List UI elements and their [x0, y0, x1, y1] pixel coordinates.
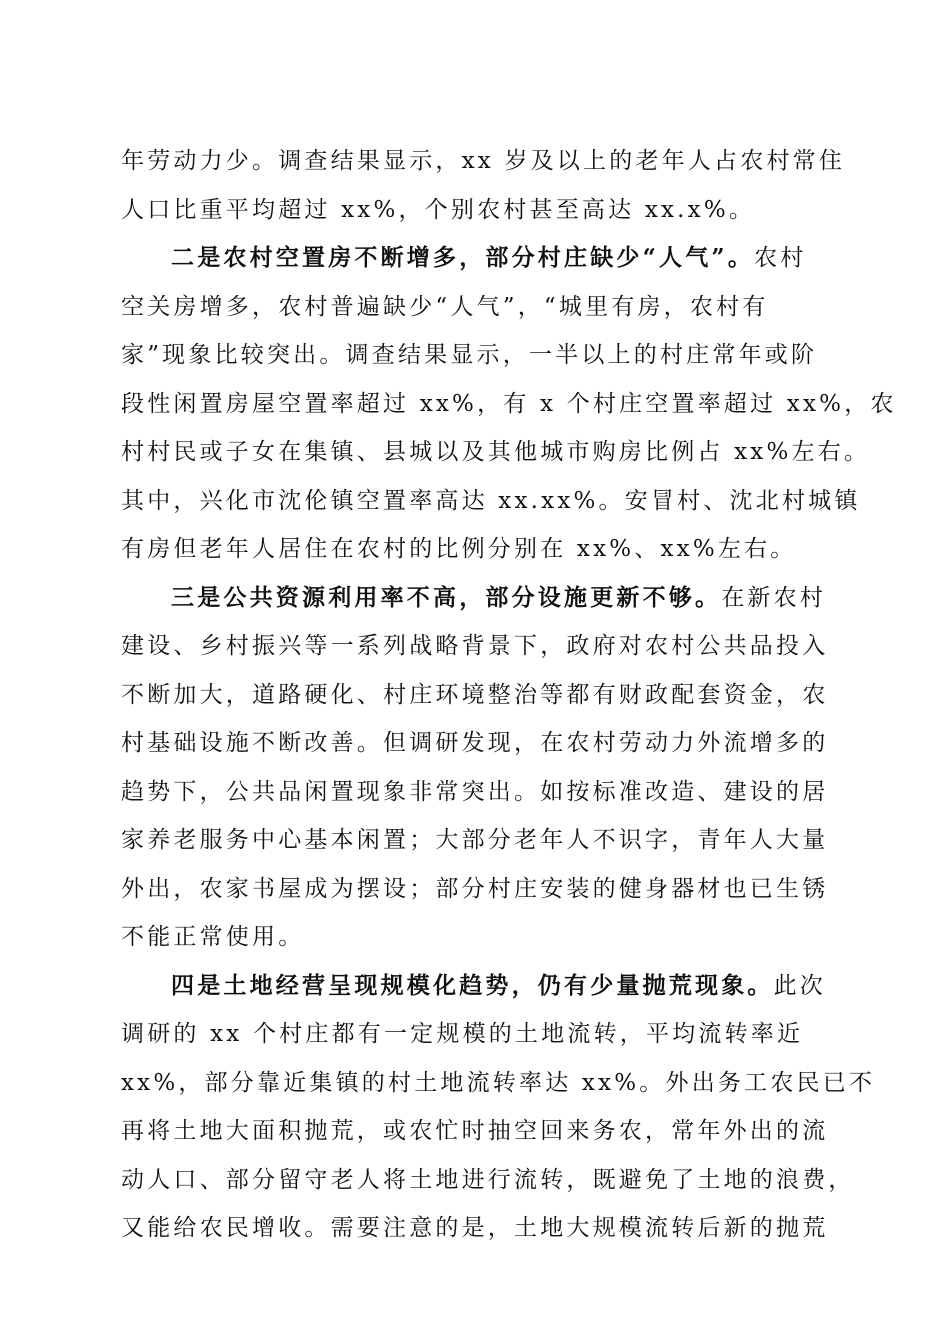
text-line: 再将土地大面积抛荒，或农忙时抽空回来务农，常年外出的流: [121, 1118, 829, 1144]
paragraph-heading: 二是农村空置房不断增多，部分村庄缺少“人气”。: [171, 244, 755, 271]
text-line: 年劳动力少。调查结果显示，xx 岁及以上的老年人占农村常住: [121, 148, 846, 174]
text-line: 人口比重平均超过 xx%，个别农村甚至高达 xx.x%。: [121, 196, 756, 223]
document-body: [121, 137, 897, 1253]
text-line: 外出，农家书屋成为摆设；部分村庄安装的健身器材也已生锈: [121, 875, 829, 902]
heading-line-rest: 在新农村: [721, 584, 827, 611]
text-line: 段性闲置房屋空置率超过 xx%，有 x 个村庄空置率超过 xx%，农: [121, 390, 897, 417]
text-line: [121, 574, 833, 623]
text-line: 又能给农民增收。需要注意的是，土地大规模流转后新的抛荒: [121, 1215, 829, 1241]
text-line: xx%，部分靠近集镇的村土地流转率达 xx%。外出务工农民已不: [121, 1069, 876, 1096]
text-line: 家养老服务中心基本闲置；大部分老年人不识字，青年人大量: [121, 827, 829, 853]
text-line: [121, 962, 833, 1011]
text-line: 不断加大，道路硬化、村庄环境整治等都有财政配套资金，农: [121, 681, 829, 708]
text-line: 调研的 xx 个村庄都有一定规模的土地流转，平均流转率近: [121, 1021, 804, 1047]
text-line: 动人口、部分留守老人将土地进行流转，既避免了土地的浪费，: [121, 1166, 855, 1193]
text-line: 空关房增多，农村普遍缺少“人气”，“城里有房，农村有: [121, 293, 769, 320]
text-line: 家”现象比较突出。调查结果显示，一半以上的村庄常年或阶: [121, 342, 818, 368]
text-line: [121, 234, 833, 283]
text-line: 建设、乡村振兴等一系列战略背景下，政府对农村公共品投入: [121, 633, 829, 659]
paragraph-land-management: [121, 962, 876, 1253]
text-line: 有房但老年人居住在农村的比例分别在 xx%、xx%左右。: [121, 536, 797, 562]
text-line: 趋势下，公共品闲置现象非常突出。如按标准改造、建设的居: [121, 778, 829, 805]
paragraph-heading: 三是公共资源利用率不高，部分设施更新不够。: [171, 583, 722, 611]
paragraph-heading: 四是土地经营呈现规模化趋势，仍有少量抛荒现象。: [171, 971, 774, 999]
paragraph-labor-continued: [121, 137, 846, 234]
paragraph-vacant-housing: [121, 234, 897, 574]
heading-line-rest: 此次: [773, 972, 827, 999]
heading-line-rest: 农村: [754, 245, 807, 271]
text-line: 村村民或子女在集镇、县城以及其他城市购房比例占 xx%左右。: [121, 439, 871, 465]
text-line: 其中，兴化市沈伦镇空置率高达 xx.xx%。安冒村、沈北村城镇: [121, 487, 861, 514]
paragraph-public-resources: [121, 574, 833, 962]
text-line: 村基础设施不断改善。但调研发现，在农村劳动力外流增多的: [121, 730, 829, 756]
text-line: 不能正常使用。: [121, 924, 305, 950]
